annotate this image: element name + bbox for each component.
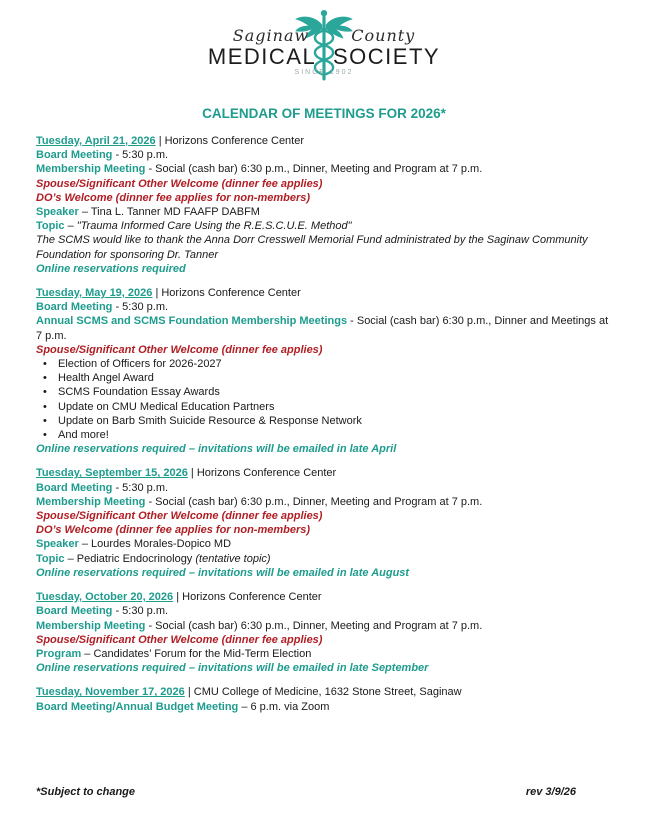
meeting-date: Tuesday, October 20, 2026 <box>36 591 174 604</box>
bullet-icon: • <box>43 400 47 413</box>
bullet-item <box>36 400 612 414</box>
meeting-label: Annual SCMS and SCMS Foundation Membership Meetings <box>36 315 348 328</box>
meeting-text: – Tina L. Tanner MD FAAFP DABFM <box>78 206 260 219</box>
meeting-text: Health Angel Award <box>58 372 154 385</box>
meeting-text: - Social (cash bar) 6:30 p.m., Dinner, Meeting and Program at 7 p.m. <box>145 619 483 632</box>
meeting-line <box>36 537 612 551</box>
reservation-note: Online reservations required <box>36 262 186 275</box>
meeting-text: | Horizons Conference Center <box>187 467 337 480</box>
meeting-block <box>36 466 612 580</box>
bullet-item <box>36 428 612 442</box>
meeting-line <box>36 300 612 314</box>
bullet-icon: • <box>43 414 47 427</box>
bullet-icon: • <box>43 429 47 442</box>
meeting-label: Speaker <box>36 206 79 219</box>
logo-script-text: Saginaw County <box>232 26 416 45</box>
meeting-line <box>36 590 612 604</box>
meeting-line <box>36 509 612 523</box>
meeting-text: - Social (cash bar) 6:30 p.m., Dinner, Meeting and Program at 7 p.m. <box>145 495 483 508</box>
meeting-block <box>36 286 612 456</box>
meeting-line <box>36 647 612 661</box>
notice-text: Spouse/Significant Other Welcome (dinner fee applies) <box>36 177 323 190</box>
meeting-line <box>36 661 612 675</box>
meeting-text: – Candidates’ Forum for the Mid-Term Election <box>81 647 312 660</box>
reservation-note: Online reservations required – invitations will be emailed in late April <box>36 443 397 456</box>
meeting-label: Membership Meeting <box>36 619 146 632</box>
bullet-item <box>36 371 612 385</box>
meeting-label: Board Meeting/Annual Budget Meeting <box>36 700 239 713</box>
bullet-icon: • <box>43 372 47 385</box>
meeting-label: Board Meeting <box>36 149 113 162</box>
meeting-line <box>36 633 612 647</box>
notice-text: Spouse/Significant Other Welcome (dinner fee applies) <box>36 343 323 356</box>
bullet-icon: • <box>43 358 47 371</box>
notice-text: Spouse/Significant Other Welcome (dinner fee applies) <box>36 633 323 646</box>
meeting-label: Topic <box>36 552 65 565</box>
meeting-line <box>36 134 612 148</box>
meeting-block <box>36 685 612 713</box>
meeting-line <box>36 314 612 342</box>
meeting-line <box>36 177 612 191</box>
meeting-line <box>36 619 612 633</box>
meeting-date: Tuesday, September 15, 2026 <box>36 467 188 480</box>
meeting-line <box>36 262 612 276</box>
meeting-text: – 6 p.m. via Zoom <box>238 700 330 713</box>
footer-revision: rev 3/9/26 <box>525 786 576 798</box>
meeting-label: Membership Meeting <box>36 163 146 176</box>
italic-text: "Trauma Informed Care Using the R.E.S.C.U.E. Method" <box>76 220 352 233</box>
meeting-text: Update on Barb Smith Suicide Resource & Response Network <box>58 414 362 427</box>
notice-text: Spouse/Significant Other Welcome (dinner fee applies) <box>36 510 323 523</box>
meeting-block <box>36 134 612 276</box>
footer <box>36 786 576 798</box>
logo-since-text: SINCE 1902 <box>294 69 354 76</box>
meeting-label: Board Meeting <box>36 605 113 618</box>
notice-text: DO’s Welcome (dinner fee applies for non-members) <box>36 191 311 204</box>
meeting-text: – Pediatric Endocrinology <box>64 552 196 565</box>
reservation-note: Online reservations required – invitations will be emailed in late September <box>36 662 429 675</box>
meeting-line <box>36 233 612 261</box>
meeting-text: Update on CMU Medical Education Partners <box>58 400 275 413</box>
meeting-label: Topic <box>36 220 65 233</box>
meeting-text: - 5:30 p.m. <box>112 481 169 494</box>
meeting-text: - Social (cash bar) 6:30 p.m., Dinner and Meetings at 7 p.m. <box>36 315 609 342</box>
meeting-line <box>36 191 612 205</box>
meeting-text: | Horizons Conference Center <box>173 591 322 604</box>
meeting-text: – <box>64 220 77 233</box>
bullet-item <box>36 385 612 399</box>
meeting-date: Tuesday, May 19, 2026 <box>36 287 153 300</box>
meetings-list <box>36 134 612 714</box>
reservation-note: Online reservations required – invitations will be emailed in late August <box>36 566 410 579</box>
meeting-text: SCMS Foundation Essay Awards <box>58 386 220 399</box>
meeting-text: - 5:30 p.m. <box>112 605 169 618</box>
footer-note: *Subject to change <box>36 786 136 798</box>
notice-text: DO’s Welcome (dinner fee applies for non-members) <box>36 524 311 537</box>
meeting-label: Speaker <box>36 538 79 551</box>
meeting-line <box>36 162 612 176</box>
meeting-text: | Horizons Conference Center <box>152 287 301 300</box>
page-title: CALENDAR OF MEETINGS FOR 2026* <box>202 106 446 121</box>
italic-text: (tentative topic) <box>195 552 271 565</box>
meeting-text: - Social (cash bar) 6:30 p.m., Dinner, Meeting and Program at 7 p.m. <box>145 163 483 176</box>
meeting-line <box>36 566 612 580</box>
meeting-text: - 5:30 p.m. <box>112 301 169 314</box>
meeting-label: Board Meeting <box>36 301 113 314</box>
bullet-item <box>36 414 612 428</box>
meeting-label: Program <box>36 647 82 660</box>
bullet-item <box>36 357 612 371</box>
meeting-line <box>36 466 612 480</box>
meeting-text: – Lourdes Morales-Dopico MD <box>78 538 232 551</box>
meeting-text: And more! <box>58 429 109 442</box>
meeting-line <box>36 343 612 357</box>
logo-name-text: MEDICAL SOCIETY <box>207 44 441 69</box>
meeting-line <box>36 495 612 509</box>
meeting-text: - 5:30 p.m. <box>112 149 169 162</box>
meeting-text: Election of Officers for 2026-2027 <box>58 358 222 371</box>
meeting-block <box>36 590 612 675</box>
meeting-line <box>36 442 612 456</box>
logo <box>0 0 648 98</box>
italic-text: The SCMS would like to thank the Anna Dorr Cresswell Memorial Fund administrated by the Saginaw Community Foundation for sponsoring Dr. Tanner <box>36 234 588 261</box>
meeting-line <box>36 219 612 233</box>
meeting-text: | Horizons Conference Center <box>155 135 305 147</box>
meeting-line <box>36 286 612 300</box>
meeting-line <box>36 481 612 495</box>
meeting-line <box>36 205 612 219</box>
meeting-line <box>36 604 612 618</box>
meeting-label: Board Meeting <box>36 481 113 494</box>
meeting-line <box>36 148 612 162</box>
meeting-date: Tuesday, November 17, 2026 <box>36 686 185 699</box>
meeting-line <box>36 685 612 699</box>
meeting-date: Tuesday, April 21, 2026 <box>36 135 156 147</box>
meeting-line <box>36 700 612 714</box>
meeting-text: | CMU College of Medicine, 1632 Stone Street, Saginaw <box>184 686 462 699</box>
meeting-line <box>36 552 612 566</box>
bullet-icon: • <box>43 386 47 399</box>
meeting-label: Membership Meeting <box>36 495 146 508</box>
meeting-line <box>36 523 612 537</box>
